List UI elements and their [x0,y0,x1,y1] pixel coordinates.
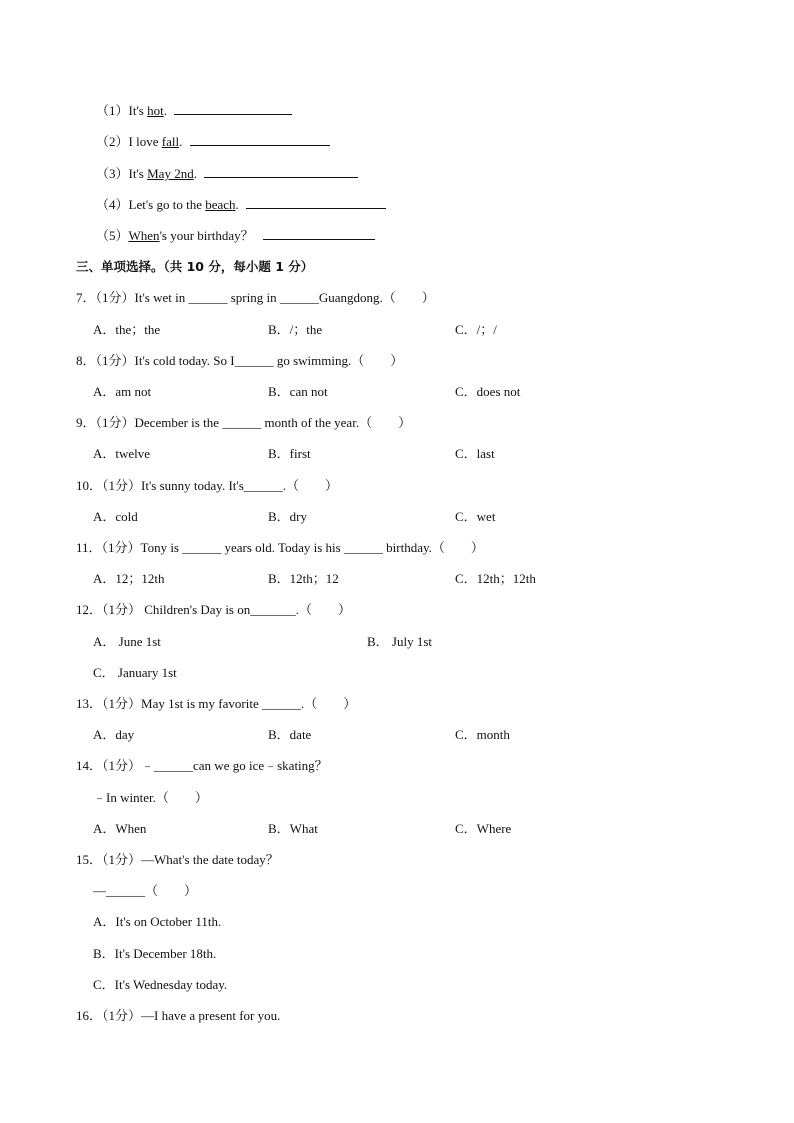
question-14-answer-line: ﹣In winter.（ ） [93,790,208,805]
question-10: 10．（1分）It's sunny today. It's______.（ ） [76,478,339,493]
option-c[interactable]: C． January 1st [93,665,177,680]
answer-blank[interactable] [263,228,375,240]
question-11: 11．（1分）Tony is ______ years old. Today is his ______ birthday.（ ） [76,540,484,555]
option-a[interactable]: A．It's on October 11th. [93,914,222,929]
option-a[interactable]: A．cold [93,509,138,524]
option-c[interactable]: C．does not [455,384,521,399]
option-b[interactable]: B．can not [268,384,328,399]
question-8: 8．（1分）It's cold today. So I______ go swimming.（ ） [76,353,404,368]
option-b[interactable]: B．date [268,727,312,742]
answer-blank[interactable] [246,197,386,209]
question-16: 16．（1分）—I have a present for you. [76,1008,281,1023]
option-a[interactable]: A．am not [93,384,152,399]
option-a[interactable]: A．12；12th [93,571,165,586]
option-a[interactable]: A． June 1st [93,634,161,649]
option-b[interactable]: B．first [268,446,311,461]
option-c[interactable]: C．month [455,727,510,742]
question-9: 9．（1分）December is the ______ month of the year.（ ） [76,415,412,430]
question-7: 7．（1分）It's wet in ______ spring in ______Guangdong.（ ） [76,290,435,305]
option-c[interactable]: C．wet [455,509,496,524]
option-c[interactable]: C．/；/ [455,322,497,337]
option-a[interactable]: A．day [93,727,135,742]
option-b[interactable]: B．12th；12 [268,571,339,586]
question-15: 15．（1分）—What's the date today？ [76,852,279,867]
option-c[interactable]: C．12th；12th [455,571,536,586]
transform-item-3: （3）It's May 2nd. [96,166,358,182]
question-13: 13．（1分）May 1st is my favorite ______.（ ） [76,696,357,711]
section-heading: 三、单项选择。（共 10 分，每小题 1 分） [76,259,314,274]
option-c[interactable]: C．It's Wednesday today. [93,977,228,992]
transform-item-5: （5）When's your birthday？ [96,228,375,244]
answer-blank[interactable] [190,134,330,146]
question-14: 14．（1分）﹣______can we go ice﹣skating？ [76,758,328,773]
option-b[interactable]: B．/；the [268,322,323,337]
answer-blank[interactable] [204,166,358,178]
option-b[interactable]: B．What [268,821,318,836]
option-a[interactable]: A．twelve [93,446,151,461]
answer-blank[interactable] [174,103,292,115]
option-b[interactable]: B．It's December 18th. [93,946,217,961]
question-12: 12．（1分） Children's Day is on_______.（ ） [76,602,351,617]
transform-item-1: （1）It's hot. [96,103,292,119]
option-c[interactable]: C．Where [455,821,512,836]
option-a[interactable]: A．the；the [93,322,161,337]
question-15-answer-line: —______（ ） [93,883,198,898]
option-c[interactable]: C．last [455,446,495,461]
option-b[interactable]: B．dry [268,509,308,524]
option-b[interactable]: B． July 1st [367,634,433,649]
transform-item-2: （2）I love fall. [96,134,330,150]
option-a[interactable]: A．When [93,821,147,836]
transform-item-4: （4）Let's go to the beach. [96,197,386,213]
